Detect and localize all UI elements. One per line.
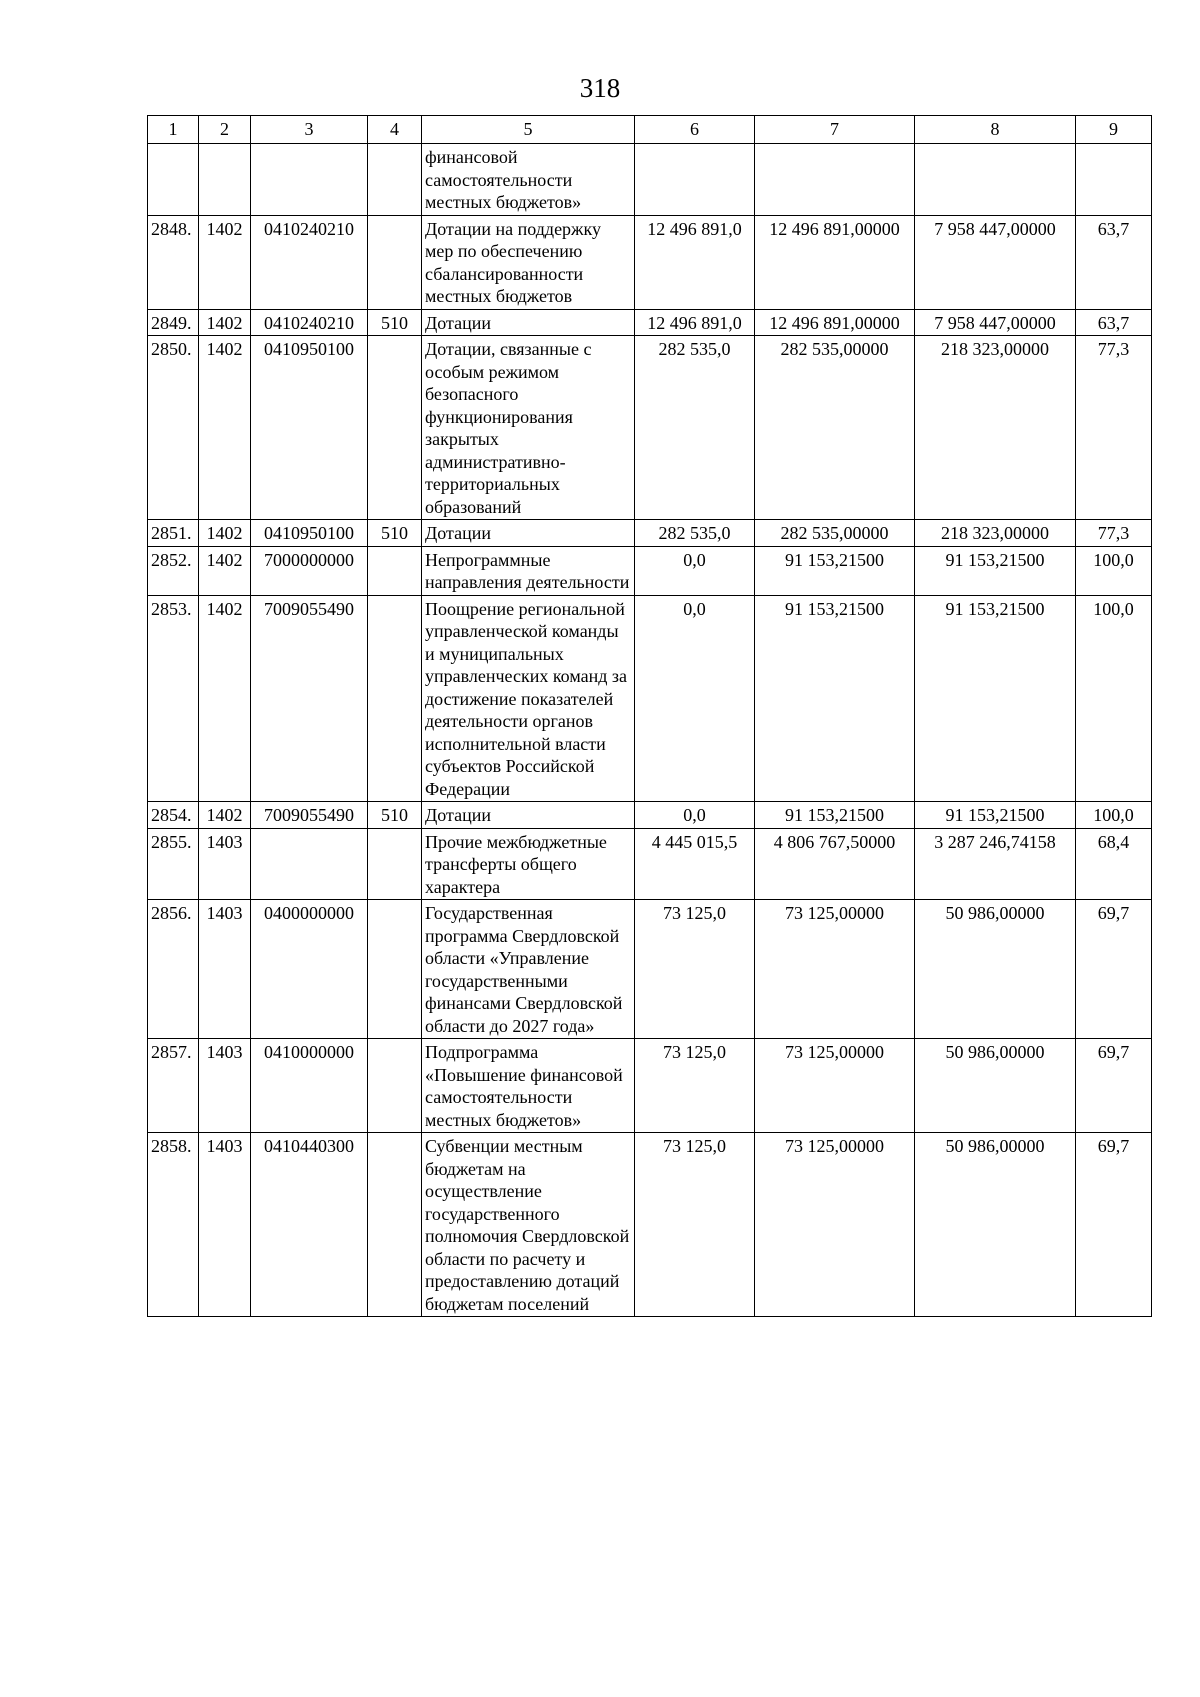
target-code-cell: 0400000000 <box>251 900 368 1039</box>
row-number-cell: 2856. <box>148 900 199 1039</box>
item-name-cell: Субвенции местным бюджетам на осуществление государственного полномочия Свердловской области по расчету и предоставлению дотаций бюджетам поселений <box>422 1133 635 1317</box>
approved-amount-cell: 0,0 <box>635 802 755 829</box>
section-code-cell: 1402 <box>199 802 251 829</box>
section-code-cell: 1403 <box>199 900 251 1039</box>
header-cell: 5 <box>422 116 635 144</box>
budget-list-amount-cell: 73 125,00000 <box>755 1133 915 1317</box>
executed-amount-cell: 91 153,21500 <box>915 546 1076 595</box>
header-cell: 2 <box>199 116 251 144</box>
expense-type-cell <box>368 1039 422 1133</box>
budget-list-amount-cell: 282 535,00000 <box>755 336 915 520</box>
item-name-cell: Дотации <box>422 802 635 829</box>
row-number-cell: 2849. <box>148 309 199 336</box>
approved-amount-cell: 73 125,0 <box>635 1039 755 1133</box>
expense-type-cell <box>368 595 422 802</box>
row-number-cell: 2853. <box>148 595 199 802</box>
target-code-cell <box>251 144 368 216</box>
table-row <box>148 828 1152 900</box>
budget-list-amount-cell: 73 125,00000 <box>755 1039 915 1133</box>
section-code-cell: 1402 <box>199 215 251 309</box>
execution-percent-cell: 77,3 <box>1076 520 1152 547</box>
execution-percent-cell: 68,4 <box>1076 828 1152 900</box>
approved-amount-cell: 73 125,0 <box>635 900 755 1039</box>
row-number-cell: 2854. <box>148 802 199 829</box>
executed-amount-cell: 50 986,00000 <box>915 1133 1076 1317</box>
executed-amount-cell: 7 958 447,00000 <box>915 309 1076 336</box>
header-cell: 9 <box>1076 116 1152 144</box>
section-code-cell: 1402 <box>199 309 251 336</box>
expense-type-cell <box>368 336 422 520</box>
approved-amount-cell: 0,0 <box>635 546 755 595</box>
item-name-cell: Государственная программа Свердловской области «Управление государственными финансами Свердловской области до 2027 года» <box>422 900 635 1039</box>
table-row <box>148 144 1152 216</box>
row-number-cell: 2858. <box>148 1133 199 1317</box>
section-code-cell: 1402 <box>199 336 251 520</box>
table-row <box>148 900 1152 1039</box>
execution-percent-cell: 100,0 <box>1076 546 1152 595</box>
budget-list-amount-cell: 12 496 891,00000 <box>755 309 915 336</box>
table-row <box>148 546 1152 595</box>
budget-list-amount-cell: 4 806 767,50000 <box>755 828 915 900</box>
table-row <box>148 595 1152 802</box>
executed-amount-cell: 50 986,00000 <box>915 900 1076 1039</box>
execution-percent-cell: 63,7 <box>1076 215 1152 309</box>
budget-table <box>147 115 1152 1317</box>
expense-type-cell <box>368 828 422 900</box>
executed-amount-cell: 91 153,21500 <box>915 802 1076 829</box>
header-cell: 8 <box>915 116 1076 144</box>
item-name-cell: Дотации <box>422 309 635 336</box>
expense-type-cell: 510 <box>368 309 422 336</box>
item-name-cell: Дотации <box>422 520 635 547</box>
budget-list-amount-cell <box>755 144 915 216</box>
section-code-cell: 1402 <box>199 595 251 802</box>
item-name-cell: Прочие межбюджетные трансферты общего характера <box>422 828 635 900</box>
target-code-cell: 7000000000 <box>251 546 368 595</box>
section-code-cell: 1402 <box>199 546 251 595</box>
target-code-cell: 0410950100 <box>251 336 368 520</box>
expense-type-cell <box>368 546 422 595</box>
budget-list-amount-cell: 73 125,00000 <box>755 900 915 1039</box>
target-code-cell <box>251 828 368 900</box>
item-name-cell: Дотации, связанные с особым режимом безопасного функционирования закрытых административно-территориальных образований <box>422 336 635 520</box>
execution-percent-cell: 69,7 <box>1076 1039 1152 1133</box>
target-code-cell: 7009055490 <box>251 595 368 802</box>
budget-list-amount-cell: 91 153,21500 <box>755 546 915 595</box>
table-row <box>148 215 1152 309</box>
budget-list-amount-cell: 282 535,00000 <box>755 520 915 547</box>
executed-amount-cell: 218 323,00000 <box>915 336 1076 520</box>
target-code-cell: 0410000000 <box>251 1039 368 1133</box>
target-code-cell: 0410440300 <box>251 1133 368 1317</box>
header-cell: 4 <box>368 116 422 144</box>
execution-percent-cell: 100,0 <box>1076 595 1152 802</box>
page-number: 318 <box>579 73 621 103</box>
row-number-cell: 2852. <box>148 546 199 595</box>
table-row <box>148 336 1152 520</box>
approved-amount-cell: 0,0 <box>635 595 755 802</box>
approved-amount-cell: 73 125,0 <box>635 1133 755 1317</box>
expense-type-cell: 510 <box>368 802 422 829</box>
approved-amount-cell: 12 496 891,0 <box>635 215 755 309</box>
approved-amount-cell: 282 535,0 <box>635 336 755 520</box>
item-name-cell: Подпрограмма «Повышение финансовой самостоятельности местных бюджетов» <box>422 1039 635 1133</box>
section-code-cell: 1402 <box>199 520 251 547</box>
table-row <box>148 802 1152 829</box>
table-row <box>148 520 1152 547</box>
table-row <box>148 1039 1152 1133</box>
executed-amount-cell: 7 958 447,00000 <box>915 215 1076 309</box>
expense-type-cell: 510 <box>368 520 422 547</box>
expense-type-cell <box>368 144 422 216</box>
execution-percent-cell: 69,7 <box>1076 1133 1152 1317</box>
target-code-cell: 0410950100 <box>251 520 368 547</box>
row-number-cell: 2848. <box>148 215 199 309</box>
executed-amount-cell: 50 986,00000 <box>915 1039 1076 1133</box>
target-code-cell: 7009055490 <box>251 802 368 829</box>
budget-list-amount-cell: 91 153,21500 <box>755 595 915 802</box>
header-cell: 7 <box>755 116 915 144</box>
budget-list-amount-cell: 12 496 891,00000 <box>755 215 915 309</box>
item-name-cell: Непрограммные направления деятельности <box>422 546 635 595</box>
item-name-cell: финансовой самостоятельности местных бюджетов» <box>422 144 635 216</box>
row-number-cell <box>148 144 199 216</box>
table-row <box>148 1133 1152 1317</box>
header-cell: 6 <box>635 116 755 144</box>
row-number-cell: 2855. <box>148 828 199 900</box>
executed-amount-cell: 91 153,21500 <box>915 595 1076 802</box>
table-row <box>148 309 1152 336</box>
item-name-cell: Дотации на поддержку мер по обеспечению сбалансированности местных бюджетов <box>422 215 635 309</box>
table-header-row <box>148 116 1152 144</box>
approved-amount-cell: 12 496 891,0 <box>635 309 755 336</box>
executed-amount-cell: 218 323,00000 <box>915 520 1076 547</box>
executed-amount-cell: 3 287 246,74158 <box>915 828 1076 900</box>
row-number-cell: 2857. <box>148 1039 199 1133</box>
budget-list-amount-cell: 91 153,21500 <box>755 802 915 829</box>
section-code-cell: 1403 <box>199 1133 251 1317</box>
section-code-cell: 1403 <box>199 1039 251 1133</box>
target-code-cell: 0410240210 <box>251 215 368 309</box>
expense-type-cell <box>368 1133 422 1317</box>
approved-amount-cell <box>635 144 755 216</box>
execution-percent-cell: 100,0 <box>1076 802 1152 829</box>
row-number-cell: 2851. <box>148 520 199 547</box>
header-cell: 3 <box>251 116 368 144</box>
execution-percent-cell: 69,7 <box>1076 900 1152 1039</box>
header-cell: 1 <box>148 116 199 144</box>
execution-percent-cell: 77,3 <box>1076 336 1152 520</box>
approved-amount-cell: 4 445 015,5 <box>635 828 755 900</box>
target-code-cell: 0410240210 <box>251 309 368 336</box>
expense-type-cell <box>368 900 422 1039</box>
execution-percent-cell: 63,7 <box>1076 309 1152 336</box>
execution-percent-cell <box>1076 144 1152 216</box>
executed-amount-cell <box>915 144 1076 216</box>
approved-amount-cell: 282 535,0 <box>635 520 755 547</box>
section-code-cell: 1403 <box>199 828 251 900</box>
section-code-cell <box>199 144 251 216</box>
expense-type-cell <box>368 215 422 309</box>
row-number-cell: 2850. <box>148 336 199 520</box>
item-name-cell: Поощрение региональной управленческой команды и муниципальных управленческих команд за достижение показателей деятельности органов исполнительной власти субъектов Российской Федерации <box>422 595 635 802</box>
